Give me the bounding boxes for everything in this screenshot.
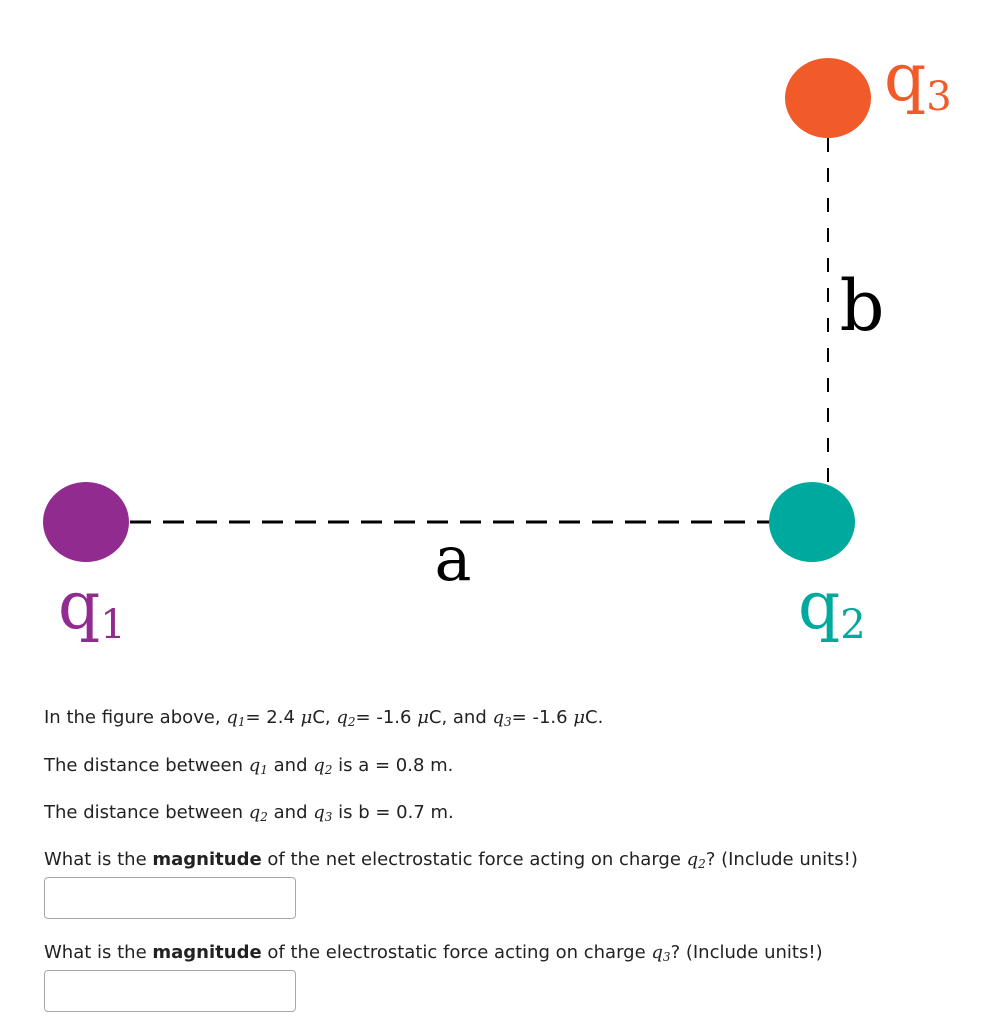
q2-symbol (687, 849, 706, 870)
q-subscript: 1 (260, 763, 268, 777)
micro-symbol: μ (417, 707, 429, 728)
q3-symbol (493, 707, 512, 728)
text-prefix: What is the (44, 942, 153, 963)
q2-symbol (249, 802, 268, 823)
q3-symbol (313, 802, 332, 823)
q-subscript: 2 (698, 857, 706, 871)
q1-symbol (226, 707, 245, 728)
q-symbol-text: q (313, 802, 325, 823)
q1-symbol-text: q (226, 707, 238, 728)
charge-q3 (785, 58, 871, 138)
text-mid: of the electrostatic force acting on charge (261, 942, 652, 963)
micro-symbol: μ (573, 707, 586, 728)
q-symbol-text: q (248, 802, 261, 823)
q-subscript: 2 (324, 763, 333, 777)
charge-label-q2 (798, 567, 866, 648)
question-net-force-q2 (44, 849, 858, 871)
text-suffix: ? (Include units!) (705, 849, 858, 870)
unit-text: C. (585, 707, 604, 728)
q-subscript: 3 (324, 810, 333, 824)
answer-input-q2-force[interactable] (44, 877, 296, 919)
text-prefix: The distance between (44, 755, 249, 776)
charge-label-q2-symbol: q (798, 567, 841, 644)
q-subscript: 3 (662, 950, 671, 964)
q3-subscript: 3 (504, 715, 512, 729)
text-prefix: In the figure above, (44, 707, 227, 728)
q1-symbol (249, 755, 268, 776)
problem-line-distance-a (44, 755, 453, 777)
text-suffix: is a = 0.8 m. (332, 755, 454, 776)
distance-label-b: b (839, 265, 885, 347)
q2-value: = -1.6 (355, 707, 418, 728)
q1-value: = 2.4 (245, 707, 301, 728)
problem-line-distance-b (44, 802, 454, 824)
charge-q1 (43, 482, 129, 562)
text-mid: of the net electrostatic force acting on charge (261, 849, 687, 870)
charge-label-q1-symbol: q (58, 567, 101, 644)
text-suffix: is b = 0.7 m. (332, 802, 454, 823)
q-symbol-text: q (313, 755, 325, 776)
q2-symbol (336, 707, 355, 728)
q2-symbol-text: q (336, 707, 348, 728)
charge-label-q3-symbol: q (884, 39, 927, 116)
charge-q2 (769, 482, 855, 562)
text-mid: and (267, 755, 314, 776)
distance-label-a: a (434, 522, 472, 595)
q-symbol-text: q (686, 849, 699, 870)
charge-label-q1 (58, 567, 126, 648)
bold-magnitude: magnitude (152, 942, 262, 963)
text-prefix: What is the (44, 849, 153, 870)
q1-subscript: 1 (237, 715, 246, 729)
text-suffix: ? (Include units!) (670, 942, 823, 963)
q-subscript: 2 (260, 810, 268, 824)
answer-input-q3-force[interactable] (44, 970, 296, 1012)
q3-symbol (651, 942, 670, 963)
charge-label-q2-subscript: 2 (840, 602, 866, 648)
q-symbol-text: q (248, 755, 261, 776)
q2-subscript: 2 (347, 715, 356, 729)
q3-symbol-text: q (492, 707, 505, 728)
bold-magnitude: magnitude (152, 849, 262, 870)
q2-symbol (313, 755, 332, 776)
unit-text: C, (312, 707, 337, 728)
charge-label-q3-subscript: 3 (926, 74, 952, 120)
unit-text: C, and (428, 707, 493, 728)
text-mid: and (267, 802, 314, 823)
text-prefix: The distance between (44, 802, 249, 823)
question-force-q3 (44, 942, 823, 964)
q-symbol-text: q (651, 942, 663, 963)
charge-label-q1-subscript: 1 (100, 602, 126, 648)
charge-label-q3 (884, 39, 952, 120)
micro-symbol: μ (300, 707, 313, 728)
problem-line-charges (44, 707, 603, 729)
q3-value: = -1.6 (511, 707, 574, 728)
